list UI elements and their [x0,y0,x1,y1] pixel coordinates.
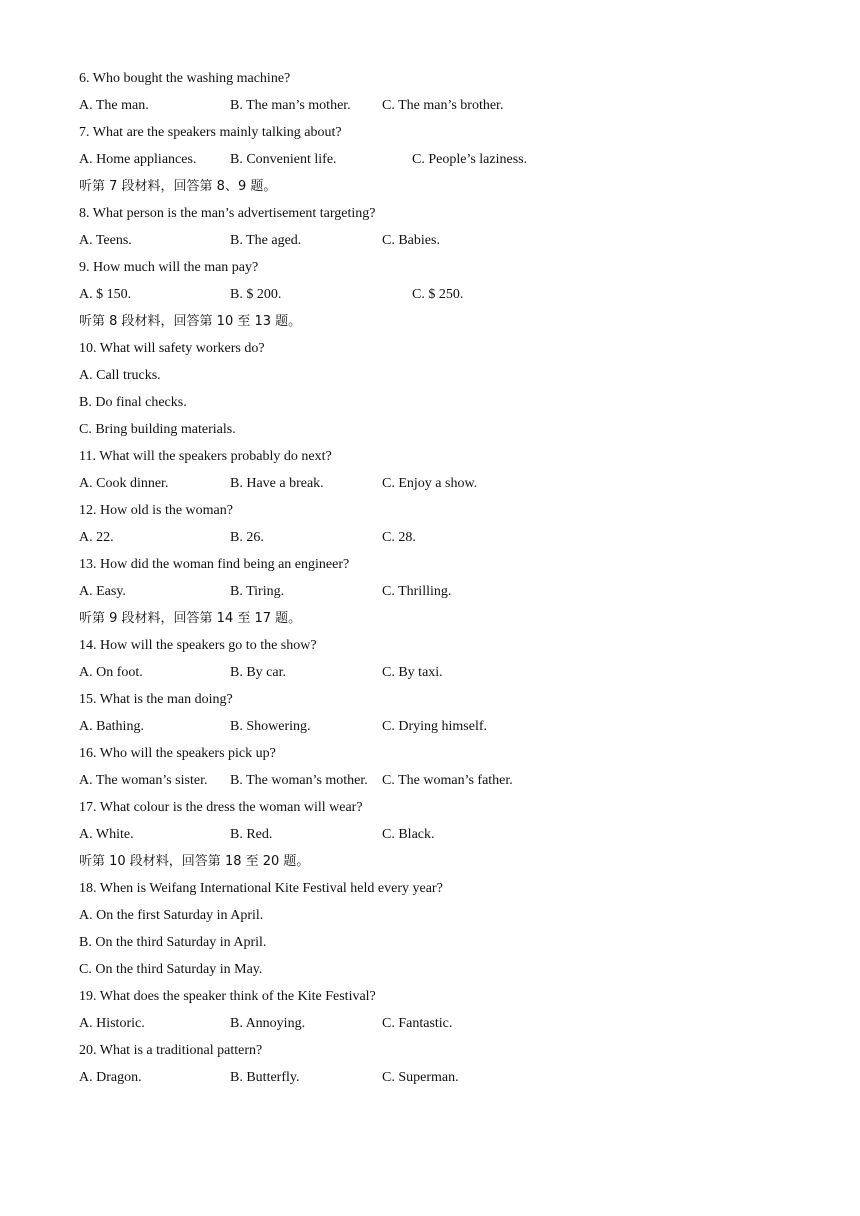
question-text: 9. How much will the man pay? [79,260,259,275]
option-b: B. Tiring. [230,584,285,599]
question-line [79,880,799,907]
question-text: C. On the third Saturday in May. [79,962,263,977]
answer-options [79,583,799,610]
section-line [79,853,799,880]
option-c: C. The woman’s father. [382,773,513,788]
option-b: B. Convenient life. [230,152,337,167]
question-text: 10. What will safety workers do? [79,341,265,356]
option-b: B. By car. [230,665,286,680]
question-line [79,637,799,664]
option-a: A. 22. [79,530,114,545]
option-c: C. The man’s brother. [382,98,504,113]
section-line [79,313,799,340]
option-b: B. The man’s mother. [230,98,351,113]
option-c: C. $ 250. [412,287,464,302]
question-line [79,70,799,97]
option-a: A. Bathing. [79,719,144,734]
question-line [79,205,799,232]
question-text: 6. Who bought the washing machine? [79,71,291,86]
question-text: 11. What will the speakers probably do next? [79,449,332,464]
answer-options [79,1015,799,1042]
answer-options [79,664,799,691]
option-a: A. White. [79,827,134,842]
option-c: C. Fantastic. [382,1016,453,1031]
question-line [79,556,799,583]
question-line [79,448,799,475]
section-instruction: 听第 8 段材料，回答第 10 至 13 题。 [79,314,302,329]
question-line [79,340,799,367]
option-a: A. $ 150. [79,287,132,302]
question-text: C. Bring building materials. [79,422,236,437]
option-b: B. Annoying. [230,1016,306,1031]
answer-options [79,232,799,259]
question-text: B. Do final checks. [79,395,187,410]
question-line [79,259,799,286]
section-instruction: 听第 10 段材料，回答第 18 至 20 题。 [79,854,310,869]
option-c: C. By taxi. [382,665,443,680]
question-text: 19. What does the speaker think of the Kite Festival? [79,989,376,1004]
option-b: B. The woman’s mother. [230,773,368,788]
option-c: C. Drying himself. [382,719,487,734]
question-line [79,934,799,961]
question-line [79,745,799,772]
option-a: A. Easy. [79,584,126,599]
question-line [79,799,799,826]
option-b: B. $ 200. [230,287,282,302]
option-a: A. Cook dinner. [79,476,169,491]
option-b: B. The aged. [230,233,302,248]
answer-options [79,772,799,799]
answer-options [79,1069,799,1096]
listening-questions [79,70,799,1096]
section-line [79,178,799,205]
answer-options [79,286,799,313]
question-line [79,502,799,529]
question-text: 7. What are the speakers mainly talking about? [79,125,342,140]
option-b: B. Butterfly. [230,1070,300,1085]
option-c: C. People’s laziness. [412,152,528,167]
option-c: C. Superman. [382,1070,459,1085]
question-line [79,907,799,934]
option-b: B. Red. [230,827,273,842]
option-a: A. The man. [79,98,149,113]
option-b: B. 26. [230,530,264,545]
question-text: A. On the first Saturday in April. [79,908,264,923]
option-c: C. Black. [382,827,435,842]
question-text: B. On the third Saturday in April. [79,935,267,950]
question-line [79,421,799,448]
question-line [79,1042,799,1069]
section-instruction: 听第 7 段材料，回答第 8、9 题。 [79,179,277,194]
question-line [79,691,799,718]
question-text: 14. How will the speakers go to the show? [79,638,317,653]
question-text: 13. How did the woman find being an engineer? [79,557,350,572]
option-b: B. Showering. [230,719,311,734]
question-text: 16. Who will the speakers pick up? [79,746,276,761]
answer-options [79,718,799,745]
question-text: A. Call trucks. [79,368,161,383]
option-a: A. The woman’s sister. [79,773,208,788]
question-text: 12. How old is the woman? [79,503,233,518]
option-c: C. Thrilling. [382,584,452,599]
question-text: 18. When is Weifang International Kite Festival held every year? [79,881,443,896]
option-c: C. 28. [382,530,416,545]
question-text: 17. What colour is the dress the woman will wear? [79,800,363,815]
question-line [79,367,799,394]
answer-options [79,475,799,502]
option-c: C. Babies. [382,233,440,248]
section-instruction: 听第 9 段材料，回答第 14 至 17 题。 [79,611,302,626]
option-c: C. Enjoy a show. [382,476,478,491]
option-a: A. Dragon. [79,1070,142,1085]
question-text: 20. What is a traditional pattern? [79,1043,263,1058]
option-a: A. Home appliances. [79,152,197,167]
answer-options [79,97,799,124]
option-a: A. Teens. [79,233,132,248]
question-line [79,961,799,988]
question-text: 8. What person is the man’s advertisement targeting? [79,206,376,221]
question-line [79,988,799,1015]
answer-options [79,151,799,178]
option-a: A. On foot. [79,665,143,680]
answer-options [79,826,799,853]
answer-options [79,529,799,556]
question-text: 15. What is the man doing? [79,692,233,707]
option-b: B. Have a break. [230,476,324,491]
option-a: A. Historic. [79,1016,145,1031]
question-line [79,394,799,421]
section-line [79,610,799,637]
question-line [79,124,799,151]
